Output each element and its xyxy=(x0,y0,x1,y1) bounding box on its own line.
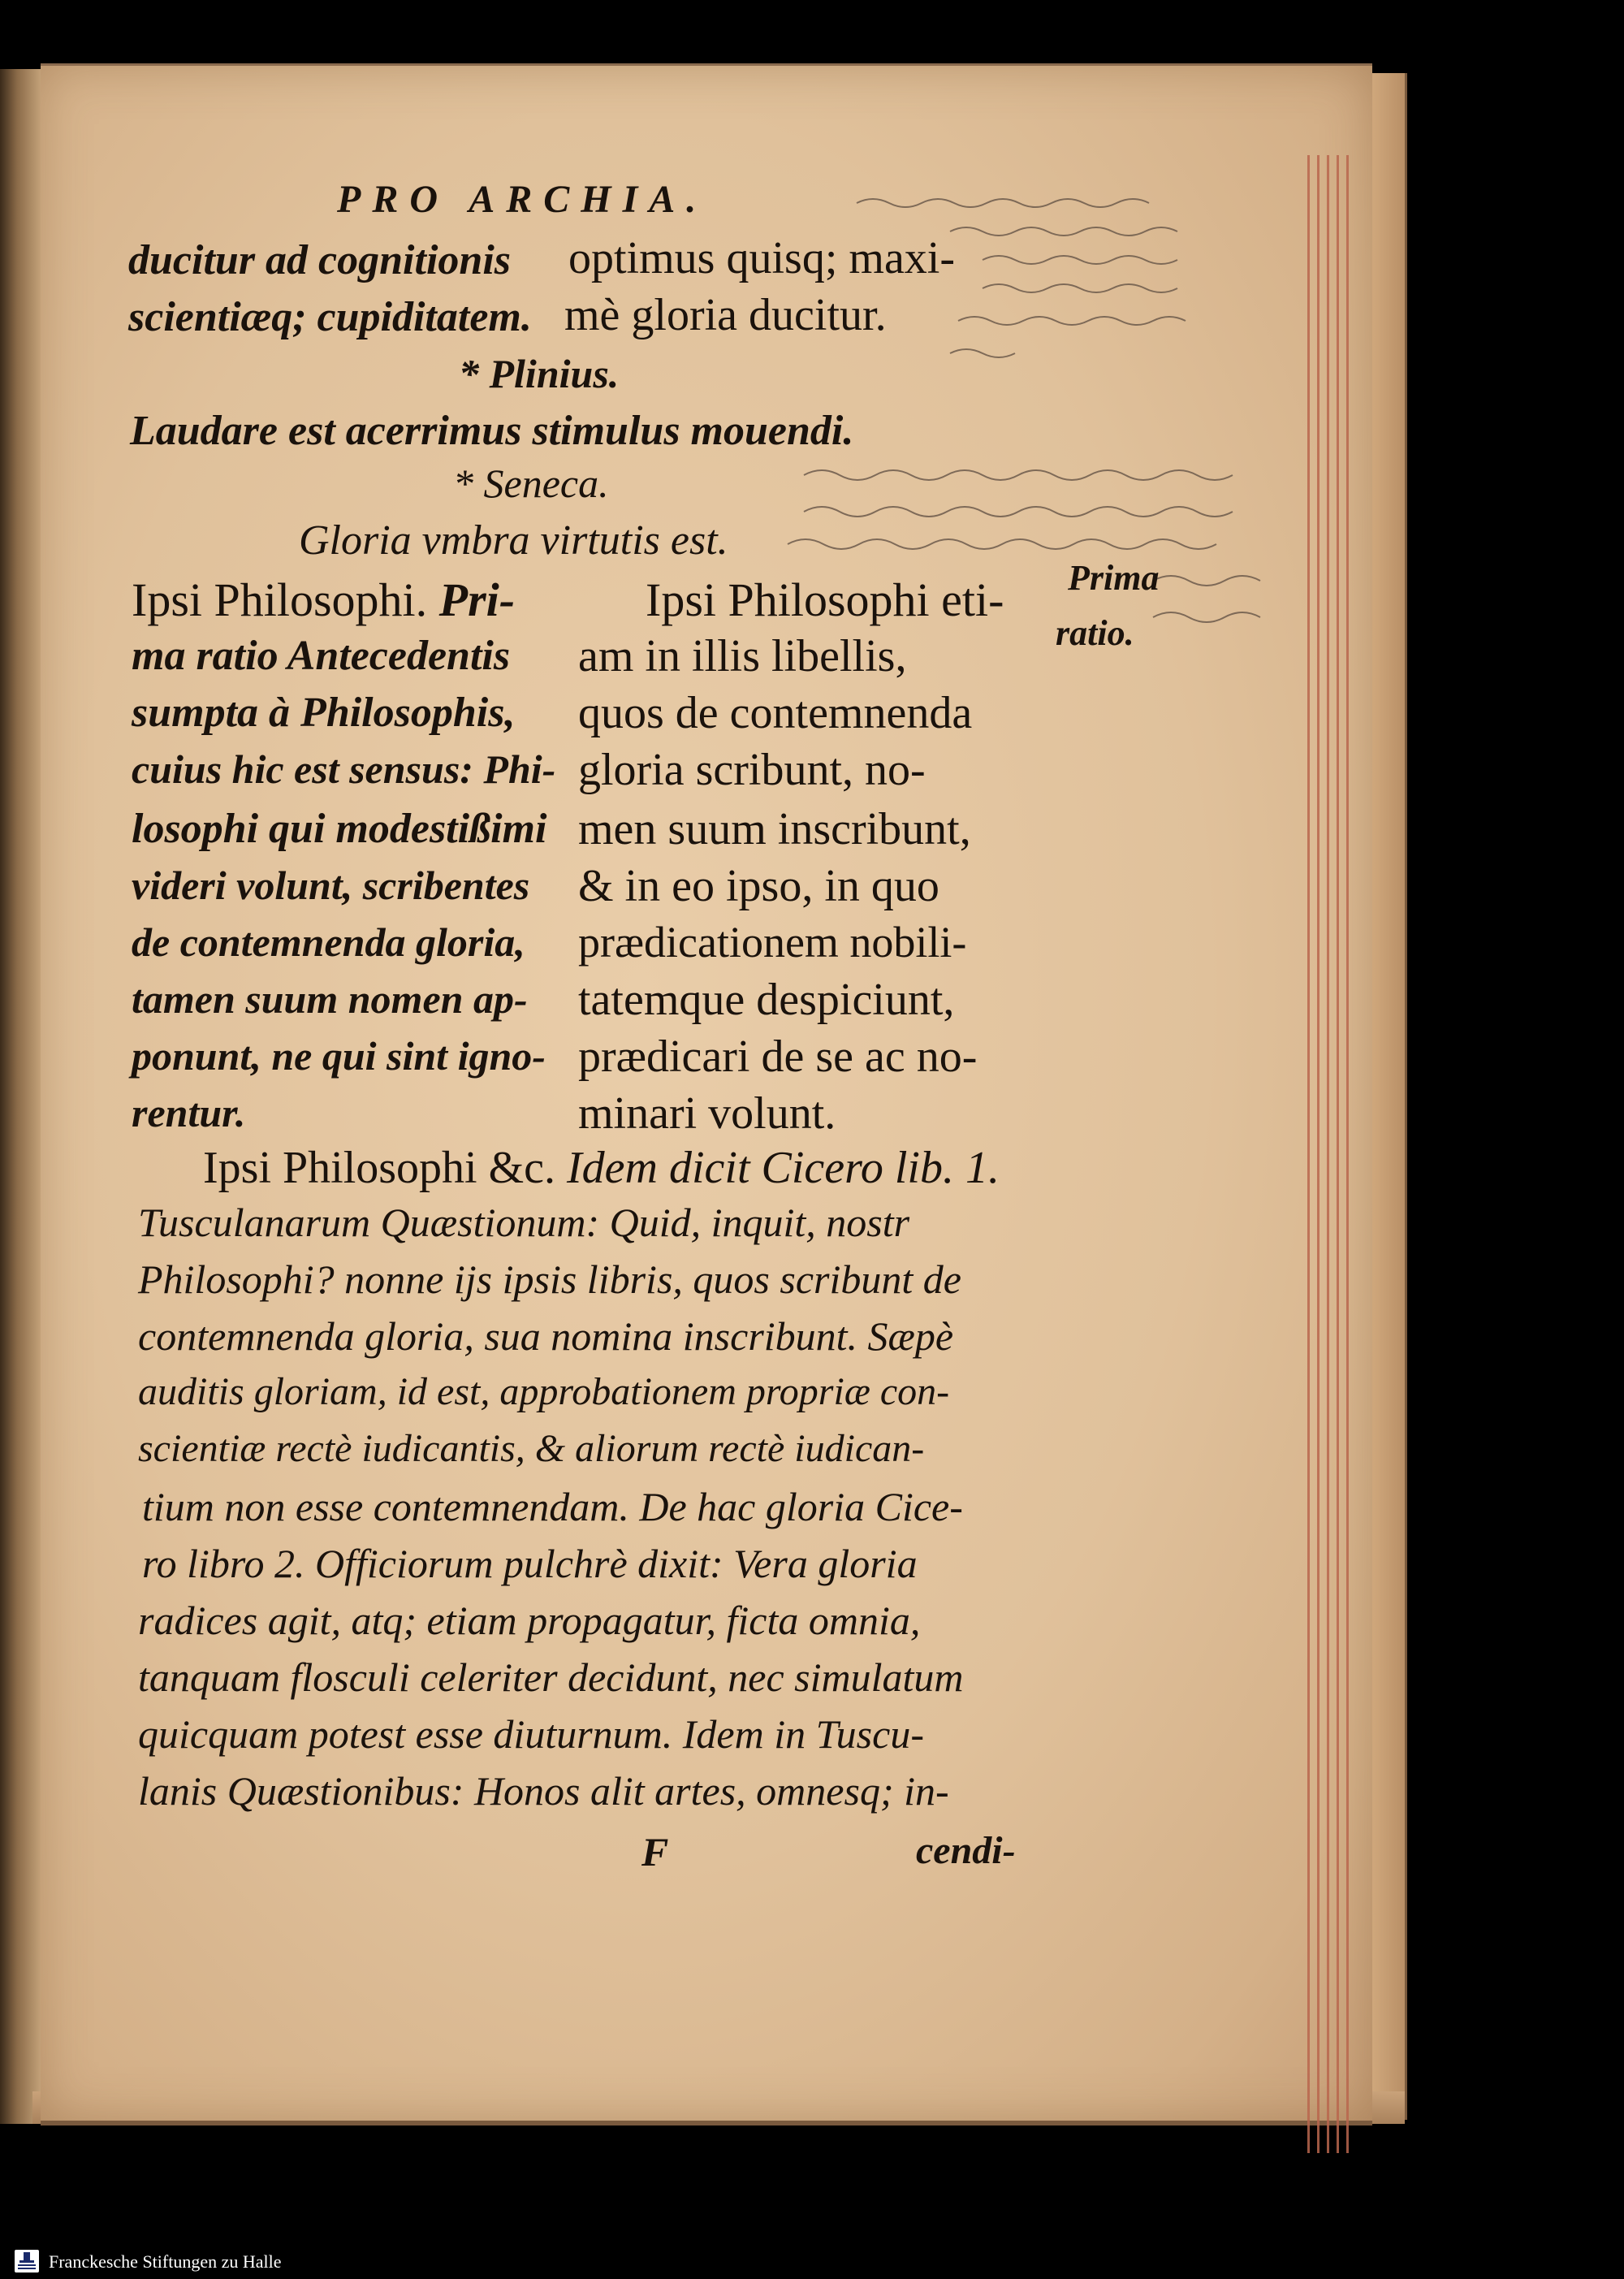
left-column-line: tamen suum nomen ap- xyxy=(132,976,528,1022)
quote-line-1-left: ducitur ad cognitionis xyxy=(128,237,511,283)
footer-institution: Franckesche Stiftungen zu Halle xyxy=(49,2251,282,2272)
institution-logo-icon xyxy=(15,2250,39,2273)
commentary-line: Philosophi? nonne ijs ipsis libris, quos scribunt de xyxy=(138,1256,961,1302)
attribution-plinius: * Plinius. xyxy=(459,351,620,396)
handwritten-annotation xyxy=(853,187,1226,382)
commentary-line: Tusculanarum Quæstionum: Quid, inquit, nostr xyxy=(138,1200,910,1245)
commentary-line: tanquam flosculi celeriter decidunt, nec simulatum xyxy=(138,1654,964,1700)
left-column-line: de contemnenda gloria, xyxy=(132,919,525,965)
right-column-line: am in illis libellis, xyxy=(578,631,907,681)
commentary-line: tium non esse contemnendam. De hac gloria Cice- xyxy=(142,1484,963,1529)
right-column-line: gloria scribunt, no- xyxy=(578,745,926,795)
left-column-line: losophi qui modestißimi xyxy=(132,806,547,852)
commentary-line: radices agit, atq; etiam propagatur, ficta omnia, xyxy=(138,1598,921,1643)
left-column-line: videri volunt, scribentes xyxy=(132,863,530,908)
attribution-seneca: * Seneca. xyxy=(453,461,609,506)
plinius-quote: Laudare est acerrimus stimulus mouendi. xyxy=(130,408,854,454)
left-column-line: rentur. xyxy=(132,1090,246,1135)
page-stack-lines xyxy=(1307,155,1372,2153)
quote-line-1-right: optimus quisq; maxi- xyxy=(568,233,955,283)
left-column-line: cuius hic est sensus: Phi- xyxy=(132,746,556,792)
left-page-edge xyxy=(0,69,45,2124)
seneca-quote: Gloria vmbra virtutis est. xyxy=(299,517,728,564)
right-column-line: prædicationem nobili- xyxy=(578,918,967,967)
left-column-line: ponunt, ne qui sint igno- xyxy=(132,1033,546,1079)
margin-note: Prima xyxy=(1068,558,1160,598)
left-column-line: ma ratio Antecedentis xyxy=(132,633,511,679)
catchword: cendi- xyxy=(916,1829,1016,1872)
right-column-line: quos de contemnenda xyxy=(578,688,973,738)
right-column-line: prædicari de se ac no- xyxy=(578,1031,978,1082)
right-column-line: & in eo ipso, in quo xyxy=(578,861,939,911)
right-column-line: men suum inscribunt, xyxy=(578,804,971,854)
commentary-line: lanis Quæstionibus: Honos alit artes, omnesq; in- xyxy=(138,1768,949,1814)
quote-line-2-left: scientiæq; cupiditatem. xyxy=(128,294,532,340)
commentary-line: contemnenda gloria, sua nomina inscribunt. Sæpè xyxy=(138,1313,954,1359)
margin-note: ratio. xyxy=(1056,613,1134,653)
commentary-line: ro libro 2. Officiorum pulchrè dixit: Vera gloria xyxy=(142,1541,918,1586)
right-column-line: tatemque despiciunt, xyxy=(578,975,955,1025)
commentary-line: quicquam potest esse diuturnum. Idem in Tuscu- xyxy=(138,1711,924,1757)
quote-line-2-right: mè gloria ducitur. xyxy=(564,290,887,340)
left-column-line: sumpta à Philosophis, xyxy=(132,690,516,736)
right-column-line: minari volunt. xyxy=(578,1088,836,1139)
commentary-line: scientiæ rectè iudicantis, & aliorum rectè iudican- xyxy=(138,1427,925,1470)
right-column-line: Ipsi Philosophi eti- xyxy=(646,573,1004,626)
commentary-line: Ipsi Philosophi &c. Idem dicit Cicero lib. 1. xyxy=(203,1143,1000,1193)
commentary-line: auditis gloriam, id est, approbationem propriæ con- xyxy=(138,1370,950,1413)
signature-mark: F xyxy=(641,1829,669,1875)
left-column-line: Ipsi Philosophi. Pri- xyxy=(132,573,516,626)
running-title: PRO ARCHIA. xyxy=(337,178,708,221)
